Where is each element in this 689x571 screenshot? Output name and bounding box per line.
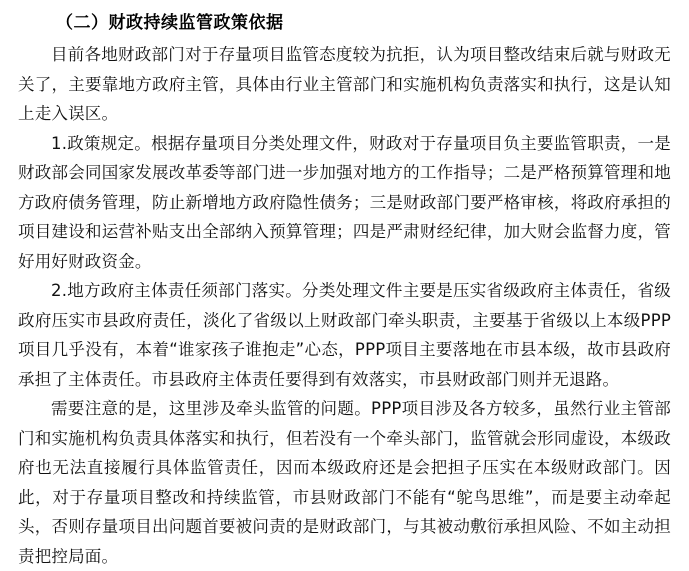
paragraph-3: 2.地方政府主体责任须部门落实。分类处理文件主要是压实省级政府主体责任，省级政府压实市县政府责任，淡化了省级以上财政部门牵头职责，主要基于省级以上本级PPP项目几乎没有，本着“谁家孩子谁抱走”心态，PPP项目主要落地在市县本级，故市县政府承担了主体责任。市县政府主体责任要得到有效落实，市县财政部门则并无退路。 <box>18 281 671 389</box>
page-title: （二）财政持续监管政策依据 <box>56 13 284 33</box>
paragraph-4: 需要注意的是，这里涉及牵头监管的问题。PPP项目涉及各方较多，虽然行业主管部门和实施机构负责具体落实和执行，但若没有一个牵头部门，监管就会形同虚设，本级政府也无法直接履行具体监管责任，因而本级政府还是会把担子压实在本级财政部门。因此，对于存量项目整改和持续监管，市县财政部门不能有“鸵鸟思维”，而是要主动牵起头，否则存量项目出问题首要被问责的是财政部门，与其被动敷衍承担风险、不如主动担责把控局面。 <box>18 399 671 566</box>
paragraph-2: 1.政策规定。根据存量项目分类处理文件，财政对于存量项目负主要监管职责，一是财政部会同国家发展改革委等部门进一步加强对地方的工作指导；二是严格预算管理和地方政府债务管理，防止新增地方政府隐性债务；三是财政部门要严格审核，将政府承担的项目建设和运营补贴支出全部纳入预算管理；四是严肃财经纪律，加大财会监督力度，管好用好财政资金。 <box>18 133 671 271</box>
paragraph-1: 目前各地财政部门对于存量项目监管态度较为抗拒，认为项目整改结束后就与财政无关了，主要靠地方政府主管，具体由行业主管部门和实施机构负责落实和执行，这是认知上走入误区。 <box>18 45 671 123</box>
